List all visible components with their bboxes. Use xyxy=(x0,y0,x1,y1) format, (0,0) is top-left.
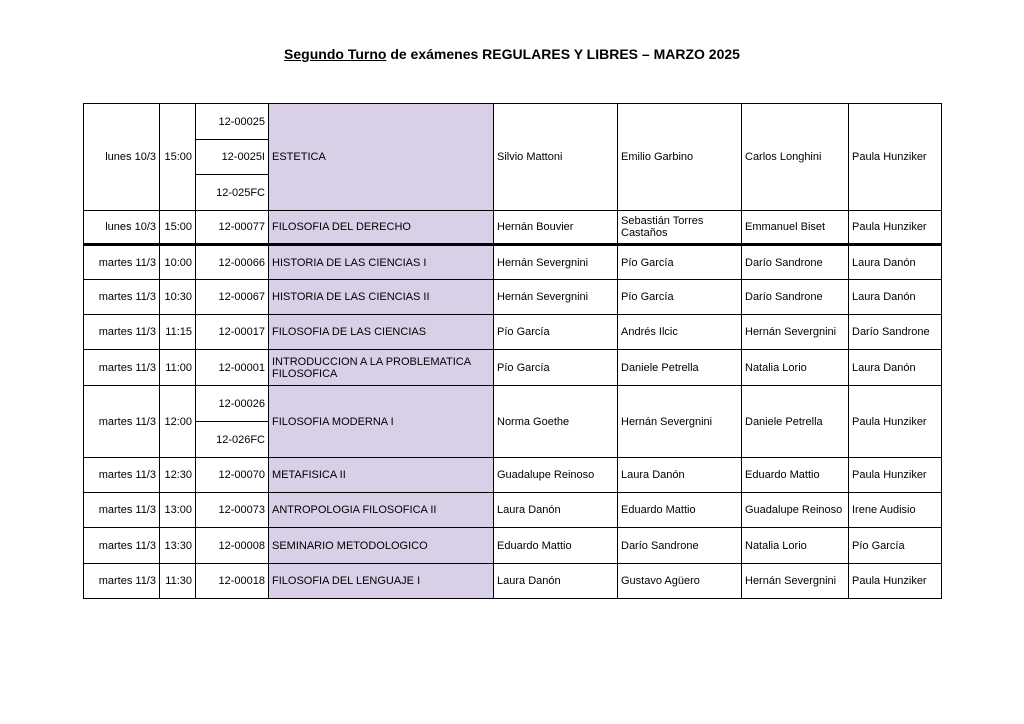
course-code: 12-00073 xyxy=(196,493,269,528)
subject-name: INTRODUCCION A LA PROBLEMATICA FILOSOFICA xyxy=(269,350,494,386)
exam-day: martes 11/3 xyxy=(84,386,160,458)
tribunal-member-2: Pío García xyxy=(618,245,742,280)
tribunal-member-1: Silvio Mattoni xyxy=(494,104,618,211)
tribunal-member-4: Laura Danón xyxy=(849,350,942,386)
tribunal-member-4: Laura Danón xyxy=(849,280,942,315)
tribunal-member-1: Laura Danón xyxy=(494,564,618,599)
tribunal-member-4: Paula Hunziker xyxy=(849,564,942,599)
exam-time: 11:15 xyxy=(160,315,196,350)
exam-time: 13:30 xyxy=(160,528,196,564)
tribunal-member-1: Hernán Severgnini xyxy=(494,280,618,315)
subject-name: ESTETICA xyxy=(269,104,494,211)
exam-time: 12:00 xyxy=(160,386,196,458)
exam-day: martes 11/3 xyxy=(84,528,160,564)
table-row xyxy=(84,211,942,245)
exam-day: martes 11/3 xyxy=(84,350,160,386)
course-code: 12-00070 xyxy=(196,458,269,493)
course-code: 12-00008 xyxy=(196,528,269,564)
exam-day: martes 11/3 xyxy=(84,458,160,493)
tribunal-member-1: Pío García xyxy=(494,315,618,350)
tribunal-member-2: Hernán Severgnini xyxy=(618,386,742,458)
exam-schedule-table xyxy=(83,103,942,599)
tribunal-member-2: Emilio Garbino xyxy=(618,104,742,211)
tribunal-member-2: Pío García xyxy=(618,280,742,315)
tribunal-member-4: Pío García xyxy=(849,528,942,564)
tribunal-member-3: Natalia Lorio xyxy=(742,528,849,564)
exam-time: 11:30 xyxy=(160,564,196,599)
tribunal-member-1: Pío García xyxy=(494,350,618,386)
table-row xyxy=(84,280,942,315)
tribunal-member-4: Laura Danón xyxy=(849,245,942,280)
exam-time: 11:00 xyxy=(160,350,196,386)
table-row xyxy=(84,493,942,528)
tribunal-member-2: Sebastián Torres Castaños xyxy=(618,211,742,245)
tribunal-member-1: Hernán Severgnini xyxy=(494,245,618,280)
exam-time: 15:00 xyxy=(160,104,196,211)
course-code: 12-00018 xyxy=(196,564,269,599)
exam-day: martes 11/3 xyxy=(84,564,160,599)
course-code: 12-00001 xyxy=(196,350,269,386)
table-row xyxy=(84,458,942,493)
tribunal-member-3: Carlos Longhini xyxy=(742,104,849,211)
exam-day: martes 11/3 xyxy=(84,245,160,280)
tribunal-member-3: Hernán Severgnini xyxy=(742,564,849,599)
subject-name: HISTORIA DE LAS CIENCIAS II xyxy=(269,280,494,315)
tribunal-member-4: Darío Sandrone xyxy=(849,315,942,350)
exam-time: 15:00 xyxy=(160,211,196,245)
exam-time: 10:00 xyxy=(160,245,196,280)
tribunal-member-1: Eduardo Mattio xyxy=(494,528,618,564)
table-row xyxy=(84,564,942,599)
subject-name: FILOSOFIA DEL LENGUAJE I xyxy=(269,564,494,599)
tribunal-member-1: Norma Goethe xyxy=(494,386,618,458)
course-code: 12-026FC xyxy=(196,422,269,458)
subject-name: HISTORIA DE LAS CIENCIAS I xyxy=(269,245,494,280)
tribunal-member-3: Hernán Severgnini xyxy=(742,315,849,350)
subject-name: FILOSOFIA MODERNA I xyxy=(269,386,494,458)
tribunal-member-4: Paula Hunziker xyxy=(849,458,942,493)
tribunal-member-1: Laura Danón xyxy=(494,493,618,528)
tribunal-member-3: Eduardo Mattio xyxy=(742,458,849,493)
exam-day: martes 11/3 xyxy=(84,280,160,315)
course-code: 12-00017 xyxy=(196,315,269,350)
table-row xyxy=(84,104,942,140)
tribunal-member-2: Eduardo Mattio xyxy=(618,493,742,528)
tribunal-member-1: Guadalupe Reinoso xyxy=(494,458,618,493)
title-turn: Segundo Turno xyxy=(284,46,387,62)
tribunal-member-3: Daniele Petrella xyxy=(742,386,849,458)
exam-time: 10:30 xyxy=(160,280,196,315)
table-row xyxy=(84,528,942,564)
tribunal-member-4: Paula Hunziker xyxy=(849,104,942,211)
tribunal-member-3: Darío Sandrone xyxy=(742,280,849,315)
tribunal-member-4: Paula Hunziker xyxy=(849,386,942,458)
subject-name: METAFISICA II xyxy=(269,458,494,493)
subject-name: ANTROPOLOGIA FILOSOFICA II xyxy=(269,493,494,528)
tribunal-member-2: Daniele Petrella xyxy=(618,350,742,386)
table-row xyxy=(84,315,942,350)
course-code: 12-00077 xyxy=(196,211,269,245)
tribunal-member-2: Andrés Ilcic xyxy=(618,315,742,350)
subject-name: SEMINARIO METODOLOGICO xyxy=(269,528,494,564)
subject-name: FILOSOFIA DE LAS CIENCIAS xyxy=(269,315,494,350)
tribunal-member-2: Gustavo Agüero xyxy=(618,564,742,599)
exam-day: martes 11/3 xyxy=(84,315,160,350)
tribunal-member-4: Paula Hunziker xyxy=(849,211,942,245)
table-row xyxy=(84,386,942,422)
course-code: 12-025FC xyxy=(196,175,269,211)
exam-day: lunes 10/3 xyxy=(84,104,160,211)
course-code: 12-00067 xyxy=(196,280,269,315)
exam-table-body xyxy=(84,104,942,599)
tribunal-member-2: Laura Danón xyxy=(618,458,742,493)
tribunal-member-3: Darío Sandrone xyxy=(742,245,849,280)
tribunal-member-3: Emmanuel Biset xyxy=(742,211,849,245)
tribunal-member-3: Natalia Lorio xyxy=(742,350,849,386)
title-rest: de exámenes REGULARES Y LIBRES – MARZO 2025 xyxy=(386,46,740,62)
table-row xyxy=(84,245,942,280)
tribunal-member-2: Darío Sandrone xyxy=(618,528,742,564)
course-code: 12-00025 xyxy=(196,104,269,140)
subject-name: FILOSOFIA DEL DERECHO xyxy=(269,211,494,245)
exam-day: lunes 10/3 xyxy=(84,211,160,245)
course-code: 12-00026 xyxy=(196,386,269,422)
course-code: 12-00066 xyxy=(196,245,269,280)
page-title xyxy=(0,46,1024,62)
exam-day: martes 11/3 xyxy=(84,493,160,528)
exam-time: 13:00 xyxy=(160,493,196,528)
exam-time: 12:30 xyxy=(160,458,196,493)
course-code: 12-0025I xyxy=(196,140,269,175)
tribunal-member-1: Hernán Bouvier xyxy=(494,211,618,245)
table-row xyxy=(84,350,942,386)
tribunal-member-3: Guadalupe Reinoso xyxy=(742,493,849,528)
tribunal-member-4: Irene Audisio xyxy=(849,493,942,528)
